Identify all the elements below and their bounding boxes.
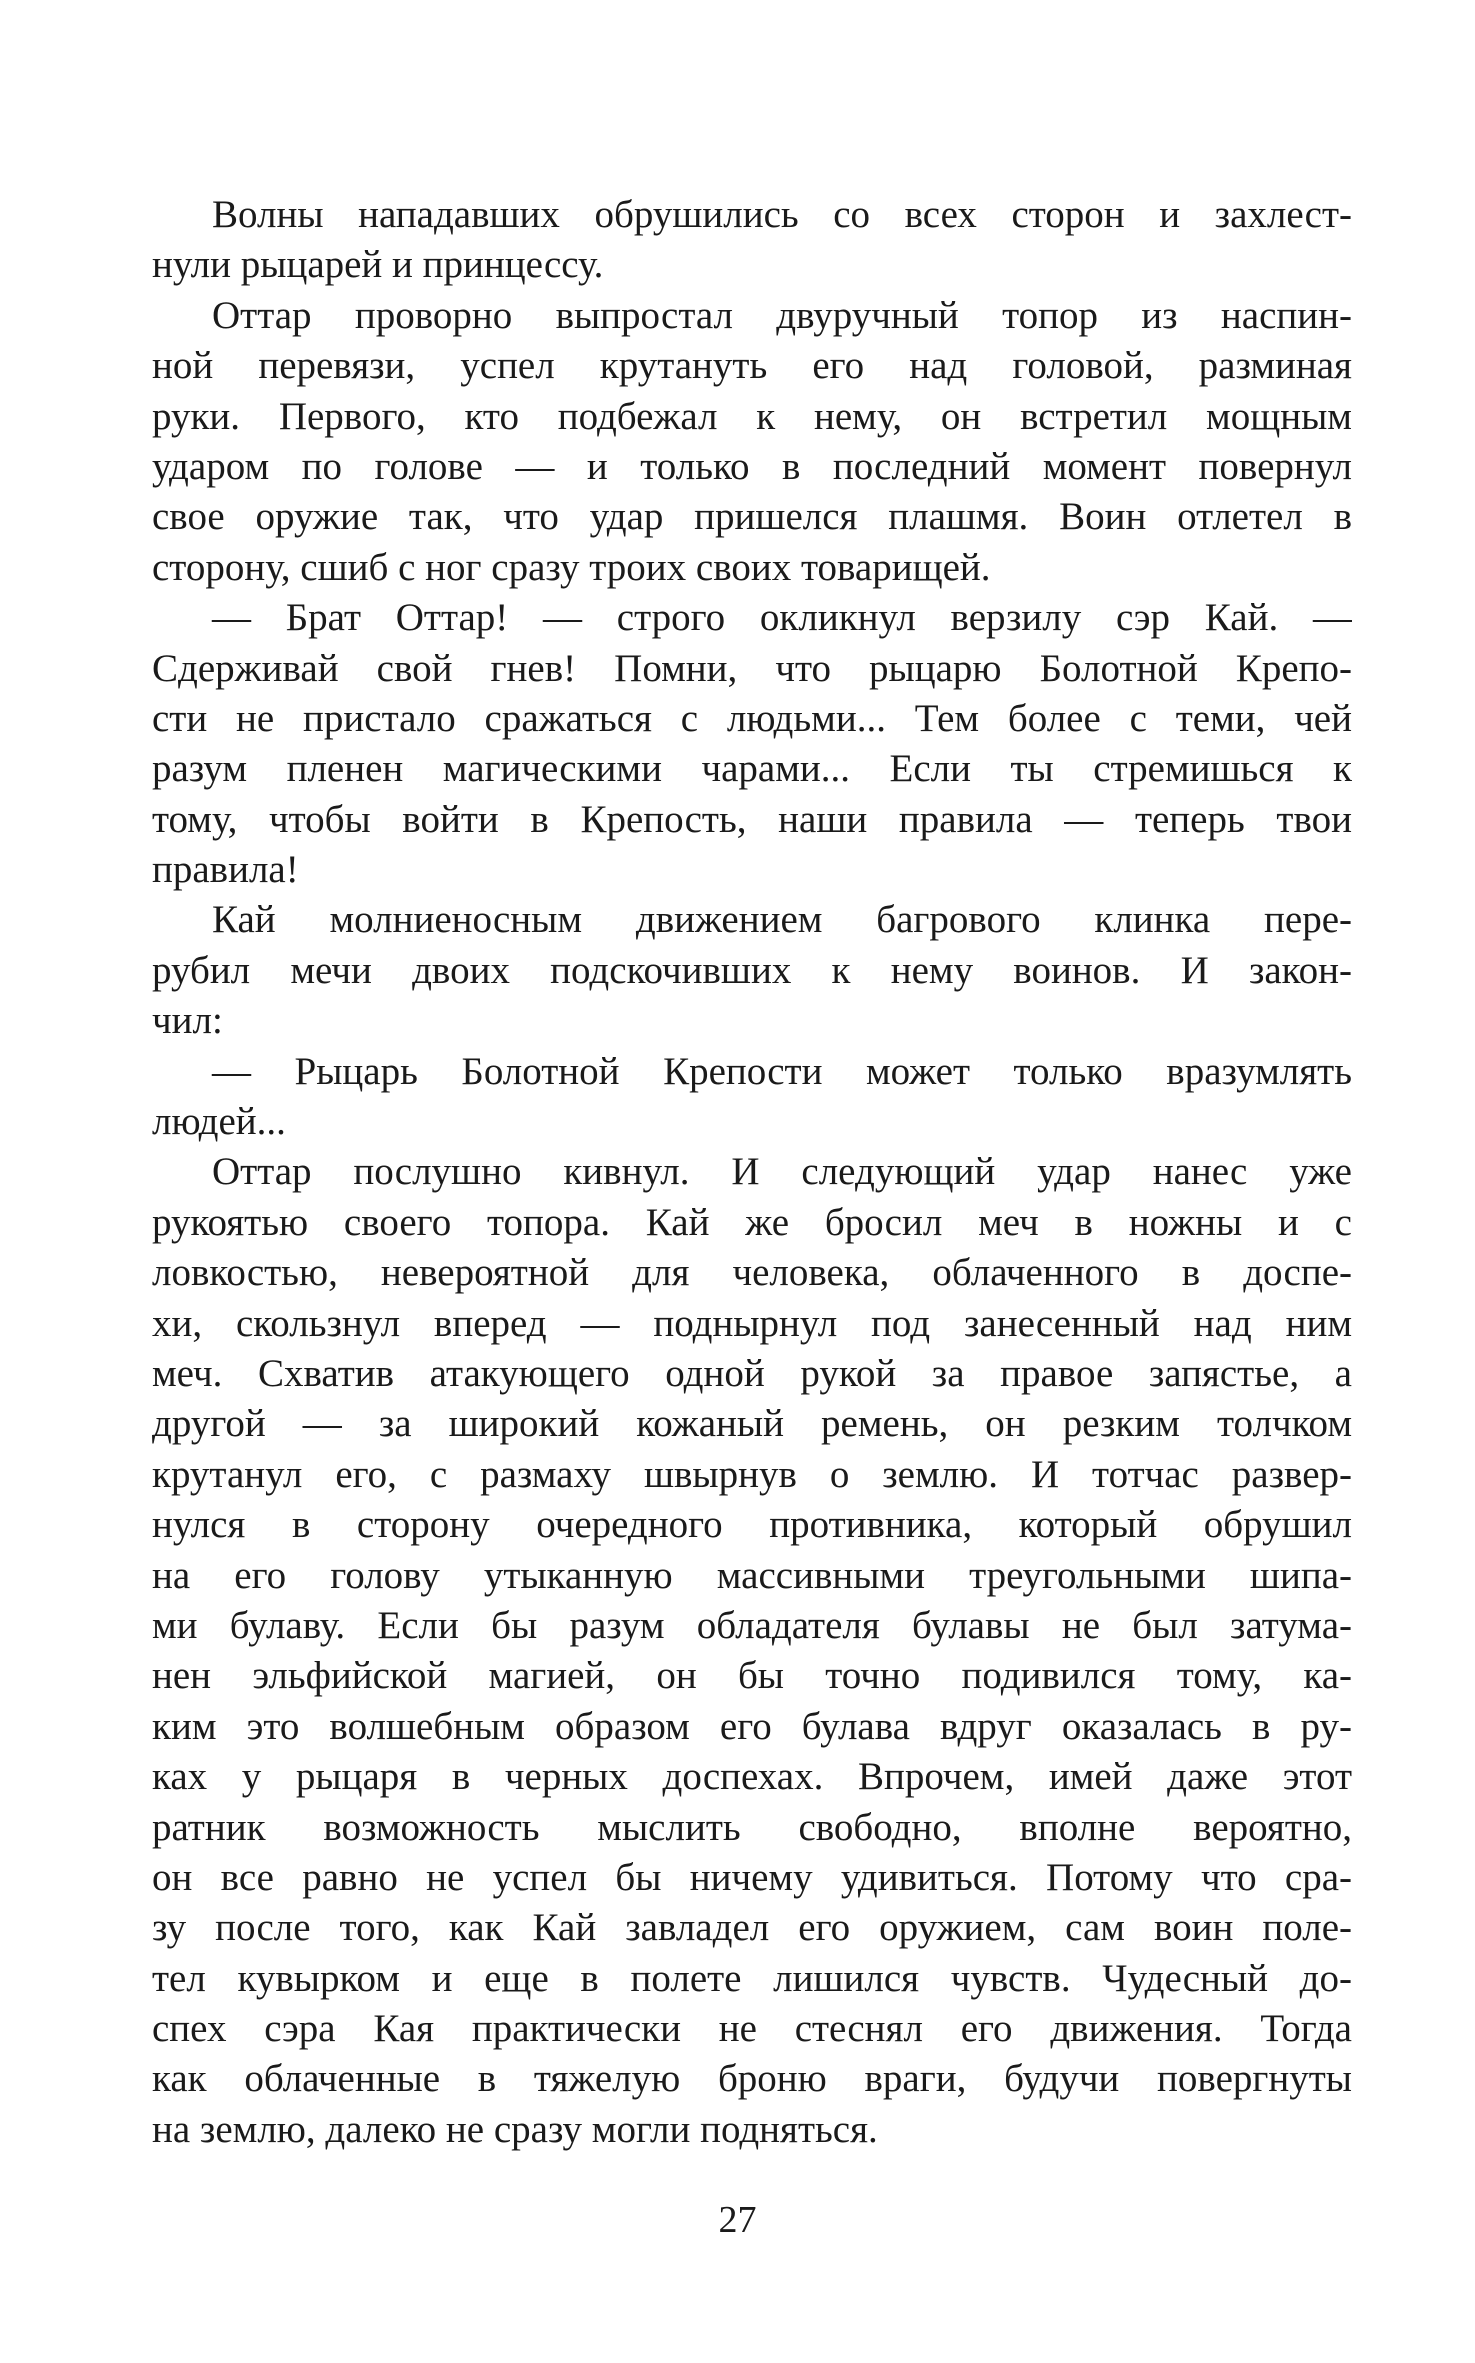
text-line: ратник возможность мыслить свободно, вполне вероятно, [152, 1805, 1352, 1849]
text-line: меч. Схватив атакующего одной рукой за правое запястье, а [152, 1351, 1352, 1395]
text-line: нули рыцарей и принцессу. [152, 243, 604, 287]
text-line: тому, чтобы войти в Крепость, наши правила — теперь твои [152, 797, 1352, 841]
text-line: рукоятью своего топора. Кай же бросил меч в ножны и с [152, 1200, 1352, 1244]
text-line: нулся в сторону очередного противника, который обрушил [152, 1503, 1352, 1547]
text-line: свое оружие так, что удар пришелся плашмя. Воин отлетел в [152, 495, 1352, 539]
text-line: Сдерживай свой гнев! Помни, что рыцарю Болотной Крепо- [152, 646, 1352, 690]
text-line: зу после того, как Кай завладел его оружием, сам воин поле- [152, 1906, 1352, 1950]
text-line: — Рыцарь Болотной Крепости может только вразумлять [212, 1049, 1352, 1093]
text-line: тел кувырком и еще в полете лишился чувств. Чудесный до- [152, 1956, 1352, 2000]
text-line: спех сэра Кая практически не стеснял его движения. Тогда [152, 2007, 1352, 2051]
text-line: другой — за широкий кожаный ремень, он резким толчком [152, 1402, 1352, 1446]
page-number: 27 [718, 2199, 757, 2241]
text-line: людей... [152, 1100, 286, 1144]
text-line: сторону, сшиб с ног сразу троих своих товарищей. [152, 545, 991, 589]
text-line: Волны нападавших обрушились со всех сторон и захлест- [212, 193, 1352, 236]
text-line: ми булаву. Если бы разум обладателя булавы не был затума- [152, 1603, 1352, 1647]
text-line: руки. Первого, кто подбежал к нему, он встретил мощным [152, 394, 1352, 438]
text-line: как облаченные в тяжелую броню враги, будучи повергнуты [152, 2057, 1352, 2101]
text-line: чил: [152, 999, 223, 1043]
text-line: Оттар проворно выпростал двуручный топор из наспин- [212, 293, 1352, 337]
text-line: ким это волшебным образом его булава вдруг оказалась в ру- [152, 1704, 1352, 1748]
text-line: Кай молниеносным движением багрового клинка пере- [212, 898, 1352, 942]
text-line: ках у рыцаря в черных доспехах. Впрочем, имей даже этот [152, 1755, 1352, 1799]
text-line: на землю, далеко не сразу могли подняться. [152, 2107, 878, 2151]
text-line: сти не пристало сражаться с людьми... Тем более с теми, чей [152, 696, 1352, 740]
text-line: ловкостью, невероятной для человека, облаченного в доспе- [152, 1251, 1352, 1295]
text-line: рубил мечи двоих подскочивших к нему воинов. И закон- [152, 948, 1352, 992]
text-line: на его голову утыканную массивными треугольными шипа- [152, 1553, 1352, 1597]
text-line: ударом по голове — и только в последний момент повернул [152, 444, 1352, 488]
text-line: ной перевязи, успел крутануть его над головой, разминая [152, 344, 1352, 388]
text-line: крутанул его, с размаху швырнув о землю. И тотчас развер- [152, 1452, 1352, 1496]
text-line: он все равно не успел бы ничему удивиться. Потому что сра- [152, 1855, 1352, 1899]
text-line: — Брат Оттар! — строго окликнул верзилу сэр Кай. — [212, 596, 1352, 640]
text-line: хи, скользнул вперед — поднырнул под занесенный над ним [152, 1301, 1352, 1345]
text-line: разум пленен магическими чарами... Если ты стремишься к [152, 747, 1352, 791]
text-line: Оттар послушно кивнул. И следующий удар нанес уже [212, 1150, 1352, 1194]
text-line: нен эльфийской магией, он бы точно подивился тому, ка- [152, 1654, 1352, 1698]
text-line: правила! [152, 848, 299, 892]
body-text [152, 190, 1352, 2155]
